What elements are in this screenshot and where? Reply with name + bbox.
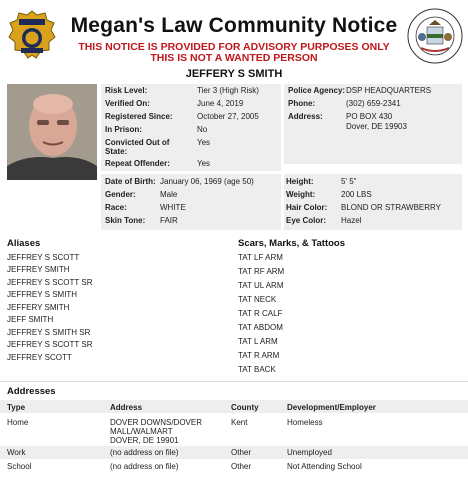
- alias-item: JEFFREY S SMITH SR: [7, 328, 91, 337]
- address-home-employer: Homeless: [287, 418, 323, 427]
- convicted-out-of-state-label-2: State:: [105, 147, 128, 156]
- convicted-out-of-state-label: Convicted Out of: [105, 138, 170, 147]
- tattoo-item: TAT ABDOM: [238, 323, 283, 332]
- address-type-school: School: [7, 462, 32, 471]
- convicted-out-of-state-value: Yes: [197, 138, 211, 147]
- col-employer-header: Development/Employer: [287, 403, 376, 412]
- not-wanted-warning: THIS IS NOT A WANTED PERSON: [150, 52, 318, 64]
- tattoo-item: TAT R ARM: [238, 351, 280, 360]
- alias-item: JEFF SMITH: [7, 315, 54, 324]
- bio-right-panel: [284, 174, 462, 230]
- skin-tone-value: FAIR: [160, 216, 178, 225]
- alias-item: JEFFREY S SCOTT SR: [7, 278, 93, 287]
- address-home-county: Kent: [231, 418, 248, 427]
- tattoo-item: TAT RF ARM: [238, 267, 285, 276]
- address-home-line2: MALL/WALMART: [110, 427, 173, 436]
- offender-name: JEFFERY S SMITH: [185, 68, 283, 80]
- repeat-offender-label: Repeat Offender:: [105, 159, 170, 168]
- address-work-employer: Unemployed: [287, 448, 332, 457]
- verified-on-label: Verified On:: [105, 99, 150, 108]
- bio-left-panel: [101, 174, 281, 230]
- notice-header: [0, 0, 468, 80]
- aliases-title: Aliases: [7, 238, 41, 249]
- alias-item: JEFFERY SMITH: [7, 303, 70, 312]
- address-school-county: Other: [231, 462, 252, 471]
- address-home-line1: DOVER DOWNS/DOVER: [110, 418, 203, 427]
- verified-on-value: June 4, 2019: [197, 99, 244, 108]
- eye-color-value: Hazel: [341, 216, 362, 225]
- height-label: Height:: [286, 177, 314, 186]
- race-value: WHITE: [160, 203, 186, 212]
- col-address-header: Address: [110, 403, 143, 412]
- police-panel: [284, 84, 462, 164]
- offender-photo: [7, 84, 97, 180]
- state-seal-icon: [407, 8, 463, 64]
- tattoo-item: TAT LF ARM: [238, 253, 283, 262]
- phone-value: (302) 659-2341: [346, 99, 401, 108]
- eye-color-label: Eye Color:: [286, 216, 327, 225]
- weight-label: Weight:: [286, 190, 316, 199]
- tattoo-item: TAT UL ARM: [238, 281, 284, 290]
- alias-item: JEFFREY S SMITH: [7, 290, 78, 299]
- police-agency-value: DSP HEADQUARTERS: [346, 86, 432, 95]
- risk-level-value: Tier 3 (High Risk): [197, 86, 259, 95]
- in-prison-value: No: [197, 125, 208, 134]
- address-type-work: Work: [7, 448, 26, 457]
- addresses-title: Addresses: [7, 386, 56, 397]
- col-type-header: Type: [7, 403, 26, 412]
- address-school-employer: Not Attending School: [287, 462, 362, 471]
- advisory-warning: THIS NOTICE IS PROVIDED FOR ADVISORY PURPOSES ONLY: [78, 41, 390, 53]
- alias-item: JEFFREY SCOTT: [7, 353, 72, 362]
- registered-since-value: October 27, 2005: [197, 112, 259, 121]
- risk-panel: [101, 84, 281, 171]
- address-type-home: Home: [7, 418, 29, 427]
- address-work-county: Other: [231, 448, 252, 457]
- phone-label: Phone:: [288, 99, 316, 108]
- dob-value: January 06, 1969 (age 50): [160, 177, 254, 186]
- police-address-line2: Dover, DE 19903: [346, 122, 407, 131]
- race-label: Race:: [105, 203, 127, 212]
- address-home-line3: DOVER, DE 19901: [110, 436, 179, 445]
- scars-title: Scars, Marks, & Tattoos: [238, 238, 346, 249]
- page-title: Megan's Law Community Notice: [70, 14, 398, 37]
- weight-value: 200 LBS: [341, 190, 372, 199]
- hair-color-label: Hair Color:: [286, 203, 328, 212]
- registered-since-label: Registered Since:: [105, 112, 173, 121]
- police-address-label: Address:: [288, 112, 323, 121]
- tattoo-item: TAT L ARM: [238, 337, 278, 346]
- gender-label: Gender:: [105, 190, 136, 199]
- police-agency-label: Police Agency:: [288, 86, 346, 95]
- address-work: (no address on file): [110, 448, 179, 457]
- police-address-line1: PO BOX 430: [346, 112, 393, 121]
- col-county-header: County: [231, 403, 259, 412]
- section-divider: [0, 381, 468, 382]
- in-prison-label: In Prison:: [105, 125, 142, 134]
- alias-item: JEFFREY SMITH: [7, 265, 70, 274]
- hair-color-value: BLOND OR STRAWBERRY: [341, 203, 442, 212]
- tattoo-item: TAT NECK: [238, 295, 277, 304]
- repeat-offender-value: Yes: [197, 159, 211, 168]
- tattoo-item: TAT BACK: [238, 365, 276, 374]
- gender-value: Male: [160, 190, 178, 199]
- alias-item: JEFFREY S SCOTT SR: [7, 340, 93, 349]
- aliases-scars-section: [0, 234, 468, 380]
- height-value: 5' 5": [341, 177, 357, 186]
- tattoo-item: TAT R CALF: [238, 309, 283, 318]
- dob-label: Date of Birth:: [105, 177, 156, 186]
- skin-tone-label: Skin Tone:: [105, 216, 146, 225]
- address-school: (no address on file): [110, 462, 179, 471]
- alias-item: JEFFREY S SCOTT: [7, 253, 80, 262]
- risk-level-label: Risk Level:: [105, 86, 148, 95]
